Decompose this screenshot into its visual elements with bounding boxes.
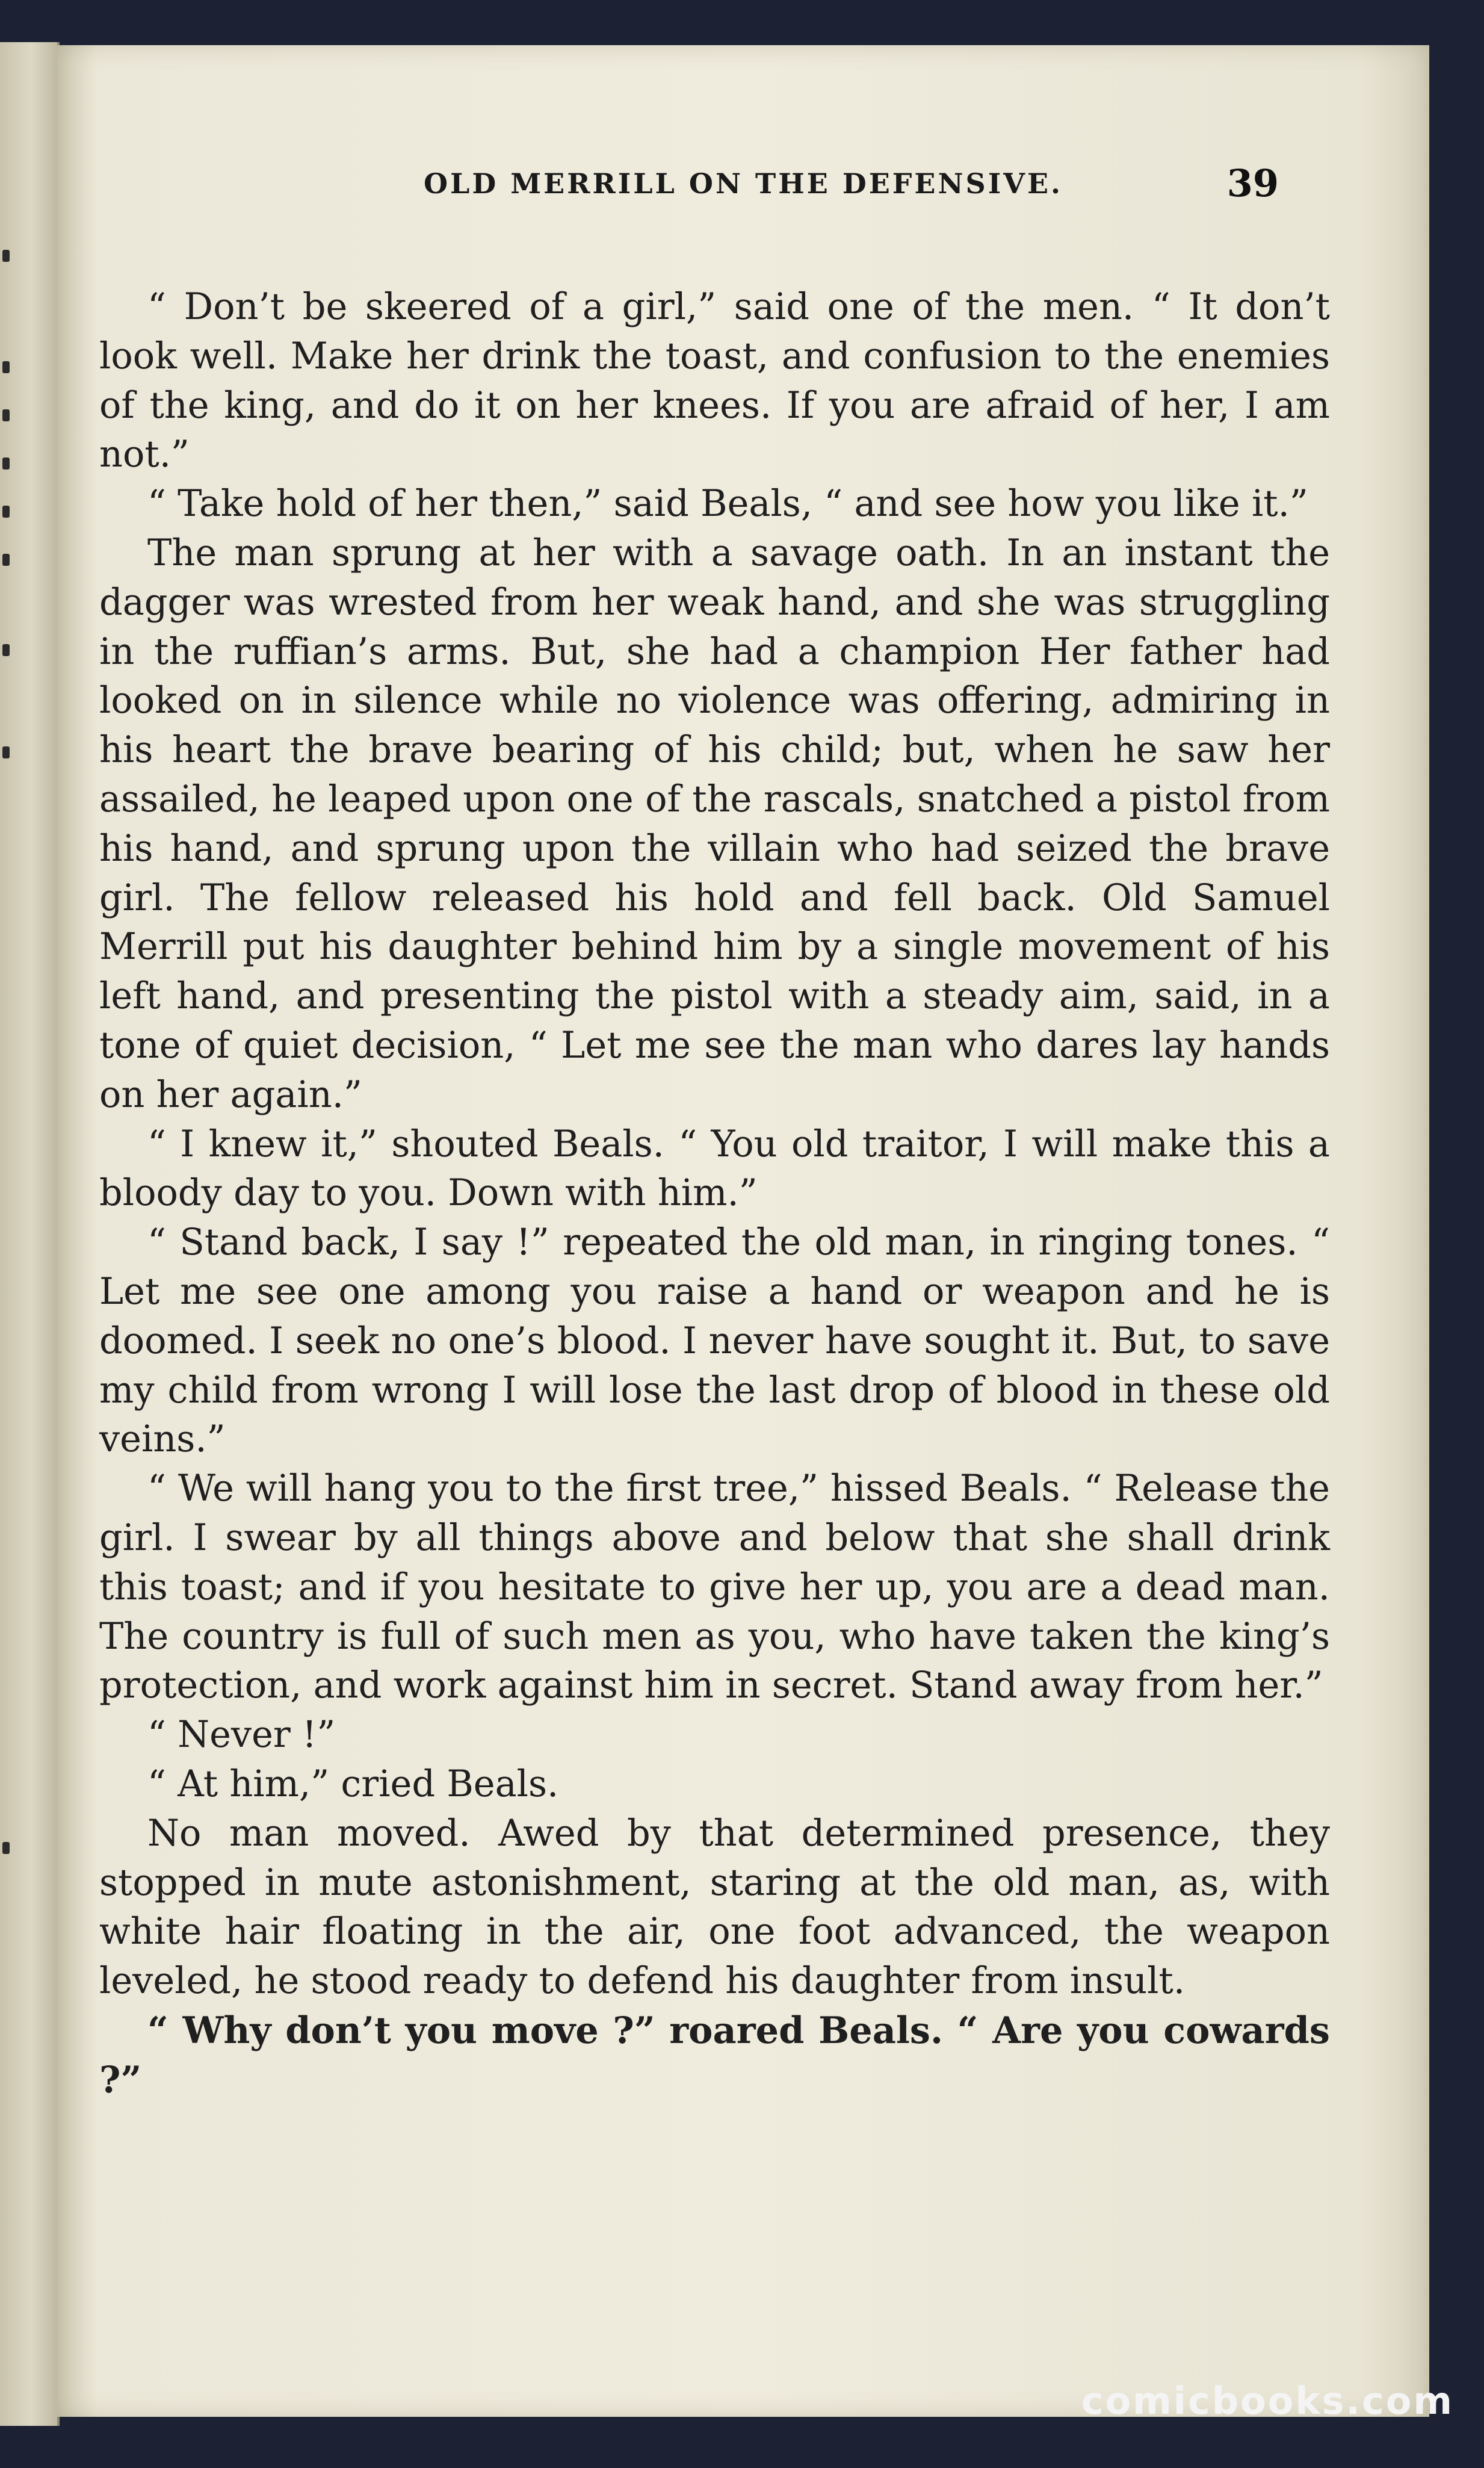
paragraph: “ Don’t be skeered of a girl,” said one of the men. “ It don’t look well. Make her drink the toast, and confusion to the enemies of the king, and do it on her knees. If you are afraid of her, I am not.”	[99, 286, 1330, 476]
paragraph: The man sprung at her with a savage oath. In an instant the dagger was wrested from her weak hand, and she was struggling in the ruffian’s arms. But, she had a champion Her father had looked on in silence while no violence was offering, admiring in his heart the brave bearing of his child; but, when he saw her assailed, he leaped upon one of the rascals, snatched a pistol from his hand, and sprung upon the villain who had seized the brave girl. The fellow released his hold and fell back. Old Samuel Merrill put his daughter behind him by a single movement of his left hand, and presenting the pistol with a steady aim, said, in a tone of quiet decision, “ Let me see the man who dares lay hands on her again.”	[99, 532, 1330, 1116]
paragraph: “ I knew it,” shouted Beals. “ You old traitor, I will make this a bloody day to you. Down with him.”	[99, 1123, 1330, 1215]
previous-page-text-fragments	[0, 42, 18, 2426]
running-title: OLD MERRILL ON THE DEFENSIVE.	[423, 167, 1063, 200]
paragraph: “ We will hang you to the first tree,” hissed Beals. “ Release the girl. I swear by all things above and below that she shall drink this toast; and if you hesitate to give her up, you are a dead man. The country is full of such men as you, who have taken the king’s protection, and work against him in secret. Stand away from her.”	[99, 1468, 1330, 1707]
body-text	[99, 283, 1330, 2104]
watermark: comicbooks.com	[1081, 2379, 1454, 2423]
page-number: 39	[1226, 161, 1279, 205]
previous-page-edge	[0, 42, 60, 2426]
paragraph: No man moved. Awed by that determined presence, they stopped in mute astonishment, staring at the old man, as, with white hair floating in the air, one foot advanced, the weapon leveled, he stood ready to defend his daughter from insult.	[99, 1812, 1330, 2003]
paragraph: “ Stand back, I say !” repeated the old man, in ringing tones. “ Let me see one among you raise a hand or weapon and he is doomed. I seek no one’s blood. I never have sought it. But, to save my child from wrong I will lose the last drop of blood in these old veins.”	[99, 1221, 1330, 1461]
book-page	[57, 45, 1429, 2417]
paragraph: “ At him,” cried Beals.	[147, 1763, 559, 1805]
paragraph: “ Never !”	[147, 1714, 336, 1756]
paragraph: “ Why don’t you move ?” roared Beals. “ Are you cowards ?”	[99, 2009, 1330, 2101]
paragraph: “ Take hold of her then,” said Beals, “ and see how you like it.”	[147, 483, 1308, 526]
running-head	[57, 157, 1429, 211]
